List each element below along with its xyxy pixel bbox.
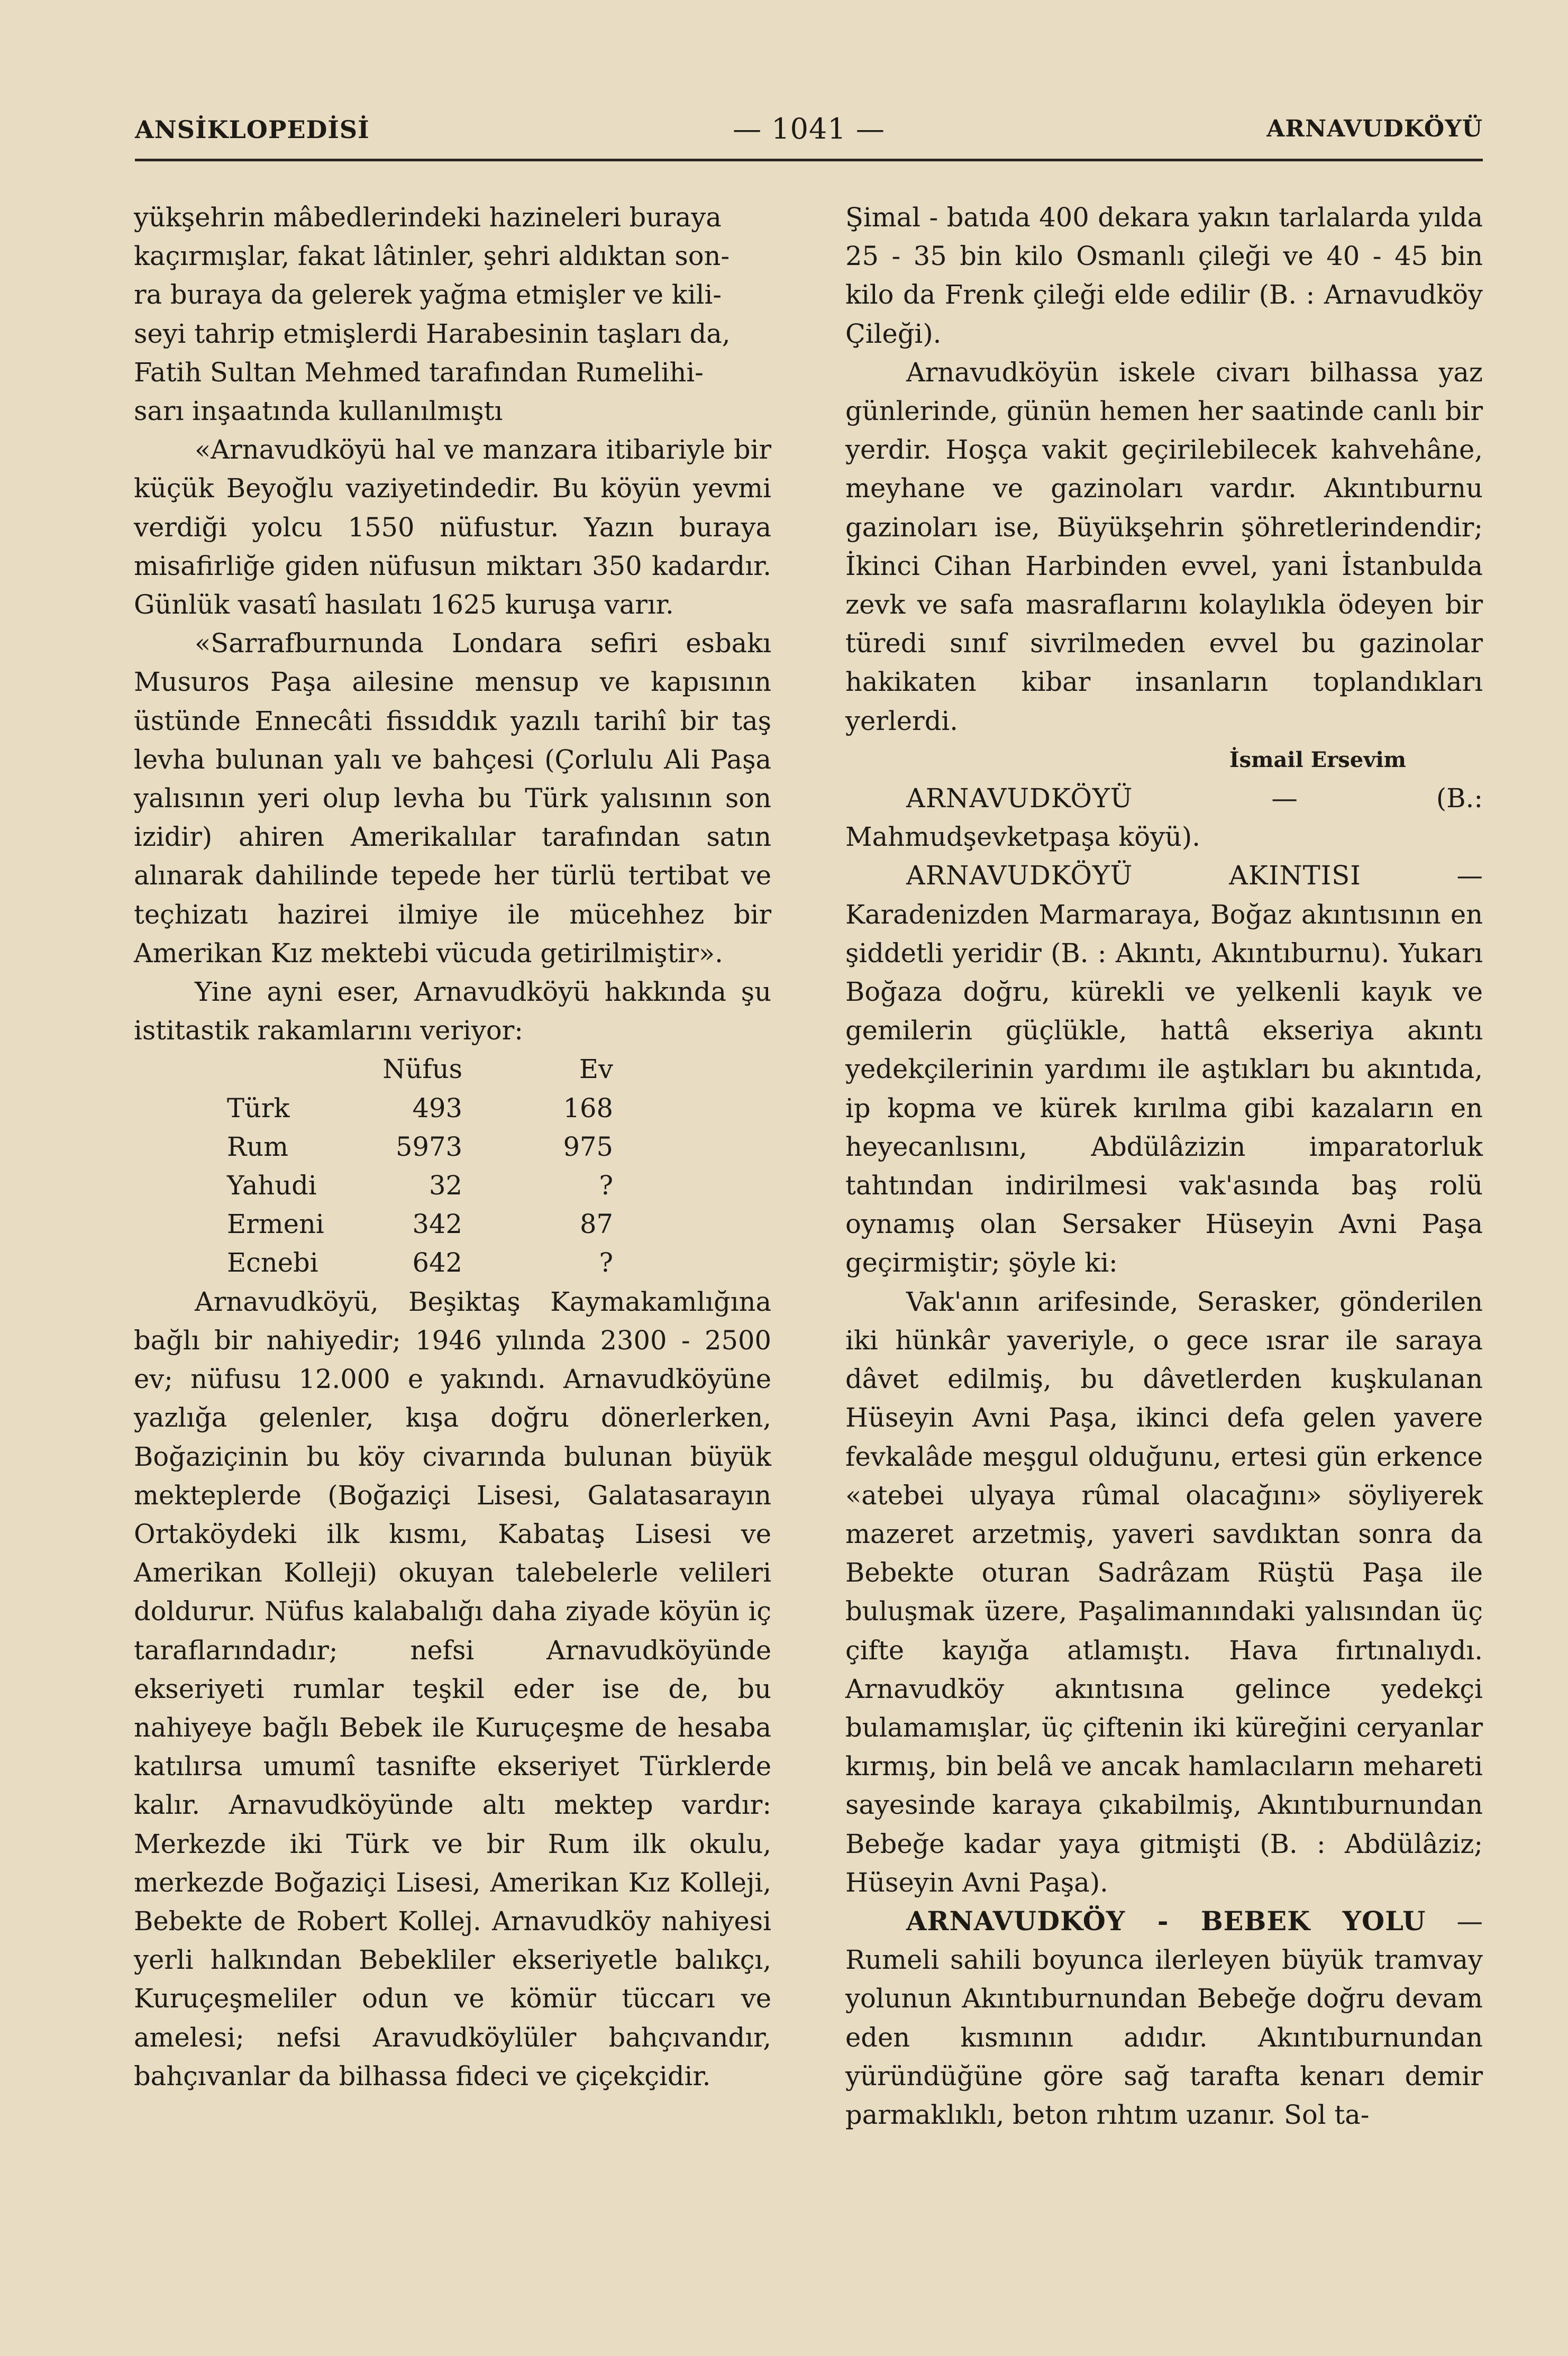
- entry-body: — Karadenizden Marmaraya, Boğaz akıntısının en şiddetli yeridir (B. : Akıntı, Akıntıburnu). Yukarı Boğaza doğru, kürekli ve yelkenli kayık ve gemilerin güçlükle, hattâ ekseriya akıntı yedekçilerinin yardımı ile aştıkları bu akıntıda, ip kopma ve kürek kırılma gibi kazaların en heyecanlısını, Abdülâzizin imparatorluk tahtından indirilmesi vak'asında baş rolü oynamış olan Sersaker Hüseyin Avni Paşa geçirmiştir; şöyle ki:: [845, 860, 1483, 1279]
- table-cell: 975: [563, 1131, 613, 1162]
- table-cell: 5973: [396, 1131, 462, 1162]
- table-row: [227, 1205, 650, 1244]
- entry-body: — (B.: Mahmudşevketpaşa köyü).: [845, 783, 1483, 853]
- left-column: [134, 198, 771, 2096]
- table-cell: Türk: [227, 1092, 290, 1124]
- table-cell: Yahudi: [227, 1170, 317, 1201]
- table-row: [227, 1089, 650, 1128]
- paragraph-line: ra buraya da gelerek yağma etmişler ve kili-: [134, 279, 722, 311]
- entry-heading: ARNAVUDKÖYÜ AKINTISI: [906, 860, 1361, 891]
- header-right-title: ARNAVUDKÖYÜ: [1266, 115, 1483, 142]
- entry-body: — Rumeli sahili boyunca ilerleyen büyük tramvay yolunun Akıntıburnundan Bebeğe doğru devam eden kısmının adıdır. Akıntıburnundan yüründüğüne göre sağ tarafta kenarı demir parmaklıklı, beton rıhtım uzanır. Sol ta-: [845, 1905, 1483, 2130]
- paragraph: Arnavudköyün iskele civarı bilhassa yaz günlerinde, günün hemen her saatinde canlı bir yerdir. Hoşça vakit geçirilebilecek kahvehâne, meyhane ve gazinoları vardır. Akıntıburnu gazinoları ise, Büyükşehrin şöhretlerindendir; İkinci Cihan Harbinden evvel, yani İstanbulda zevk ve safa masraflarını kolaylıkla ödeyen bir türedi sınıf sivrilmeden evvel bu gazinolar hakikaten kibar insanların toplandıkları yerlerdi.: [845, 357, 1483, 736]
- table-cell: 32: [429, 1170, 462, 1201]
- header-rule: [135, 159, 1483, 161]
- author-signature: İsmail Ersevim: [1229, 747, 1406, 772]
- page-header: [135, 112, 1483, 152]
- paragraph-line: sarı inşaatında kullanılmıştı: [134, 396, 503, 427]
- paragraph-line: Fatih Sultan Mehmed tarafından Rumelihi-: [134, 357, 704, 388]
- table-cell: 87: [580, 1209, 613, 1240]
- paragraph: Şimal - batıda 400 dekara yakın tarlalarda yılda 25 - 35 bin kilo Osmanlı çileği ve 40 - 45 bin kilo da Frenk çileği elde edilir (B. : Arnavudköy Çileği).: [845, 202, 1483, 349]
- paragraph: Yine ayni eser, Arnavudköyü hakkında şu istitastik rakamlarını veriyor:: [134, 976, 771, 1046]
- table-cell: 493: [412, 1092, 462, 1124]
- table-cell: Ermeni: [227, 1209, 324, 1240]
- paragraph: Vak'anın arifesinde, Serasker, gönderilen iki hünkâr yaveriyle, o gece ısrar ile saraya dâvet edilmiş, bu dâvetlerden kuşkulanan Hüseyin Avni Paşa, ikinci defa gelen yavere fevkalâde meşgul olduğunu, ertesi gün erkence «atebei ulyaya rûmal olacağını» söyliyerek mazeret arzetmiş, yaveri savdıktan sonra da Bebekte oturan Sadrâzam Rüştü Paşa ile buluşmak üzere, Paşalimanındaki yalısından üç çifte kayığa atlamıştı. Hava fırtınalıydı. Arnavudköy akıntısına gelince yedekçi bulamamışlar, üç çiftenin iki küreğini ceryanlar kırmış, bin belâ ve ancak hamlacıların mehareti sayesinde karaya çıkabilmiş, Akıntıburnundan Bebeğe kadar yaya gitmişti (B. : Abdülâziz; Hüseyin Avni Paşa).: [845, 1286, 1483, 1898]
- paragraph: «Sarrafburnunda Londara sefiri esbakı Musuros Paşa ailesine mensup ve kapısının üstünde Ennecâti fissıddık yazılı tarihî bir taş levha bulunan yalı ve bahçesi (Çorlulu Ali Paşa yalısının yeri olup levha bu Türk yalısının son izidir) ahiren Amerikalılar tarafından satın alınarak dahilinde tepede her türlü tertibat ve teçhizatı hazirei ilmiye ile mücehhez bir Amerikan Kız mektebi vücuda getirilmiştir».: [134, 628, 771, 969]
- paragraph: «Arnavudköyü hal ve manzara itibariyle bir küçük Beyoğlu vaziyetindedir. Bu köyün yevmi verdiği yolcu 1550 nüfustur. Yazın buraya misafirliğe giden nüfusun miktarı 350 kadardır. Günlük vasatî hasılatı 1625 kuruşa varır.: [134, 434, 771, 620]
- table-header-row: [227, 1050, 650, 1089]
- table-header-cell: [227, 1050, 357, 1089]
- table-header-cell: Nüfus: [382, 1054, 462, 1085]
- table-row: [227, 1166, 650, 1205]
- paragraph: Arnavudköyü, Beşiktaş Kaymakamlığına bağlı bir nahiyedir; 1946 yılında 2300 - 2500 ev; nüfusu 12.000 e yakındı. Arnavudköyüne yazlığa gelenler, kışa doğru dönerlerken, Boğaziçinin bu köy civarında bulunan büyük mekteplerde (Boğaziçi Lisesi, Galatasarayın Ortaköydeki ilk kısmı, Kabataş Lisesi ve Amerikan Kolleji) okuyan talebelerle velileri doldurur. Nüfus kalabalığı daha ziyade köyün iç taraflarındadır; nefsi Arnavudköyünde ekseriyeti rumlar teşkil eder ise de, bu nahiyeye bağlı Bebek ile Kuruçeşme de hesaba katılırsa umumî tasnifte ekseriyet Türklerde kalır. Arnavudköyünde altı mektep vardır: Merkezde iki Türk ve bir Rum ilk okulu, merkezde Boğaziçi Lisesi, Amerikan Kız Kolleji, Bebekte de Robert Kollej. Arnavudköy nahiyesi yerli halkından Bebekliler ekseriyetle balıkçı, Kuruçeşmeliler odun ve kömür tüccarı ve amelesi; nefsi Aravudköylüler bahçıvandır, bahçıvanlar da bilhassa fideci ve çiçekçidir.: [134, 1286, 771, 2092]
- paragraph-line: seyi tahrip etmişlerdi Harabesinin taşları da,: [134, 318, 731, 349]
- table-cell: 642: [412, 1247, 462, 1279]
- population-table: [227, 1050, 650, 1282]
- table-row: [227, 1244, 650, 1282]
- entry-bebek-yolu: [845, 1902, 1483, 2134]
- paragraph-line: yükşehrin mâbedlerindeki hazineleri buraya: [134, 202, 722, 233]
- header-left-title: ANSİKLOPEDİSİ: [135, 115, 370, 144]
- entry-arnavudkoyu: [845, 779, 1483, 856]
- page-number: — 1041 —: [733, 112, 885, 145]
- entry-heading: ARNAVUDKÖY - BEBEK YOLU: [906, 1905, 1426, 1937]
- table-cell: ?: [599, 1247, 613, 1279]
- table-cell: Ecnebi: [227, 1247, 318, 1279]
- table-header-cell: Ev: [579, 1054, 613, 1085]
- table-cell: ?: [599, 1170, 613, 1201]
- table-cell: 342: [412, 1209, 462, 1240]
- entry-akintisi: [845, 856, 1483, 1282]
- right-column: [845, 198, 1483, 2134]
- entry-heading: ARNAVUDKÖYÜ: [906, 783, 1133, 814]
- paragraph-line: kaçırmışlar, fakat lâtinler, şehri aldıktan son-: [134, 241, 730, 272]
- table-cell: Rum: [227, 1131, 289, 1162]
- table-row: [227, 1128, 650, 1166]
- table-cell: 168: [563, 1092, 613, 1124]
